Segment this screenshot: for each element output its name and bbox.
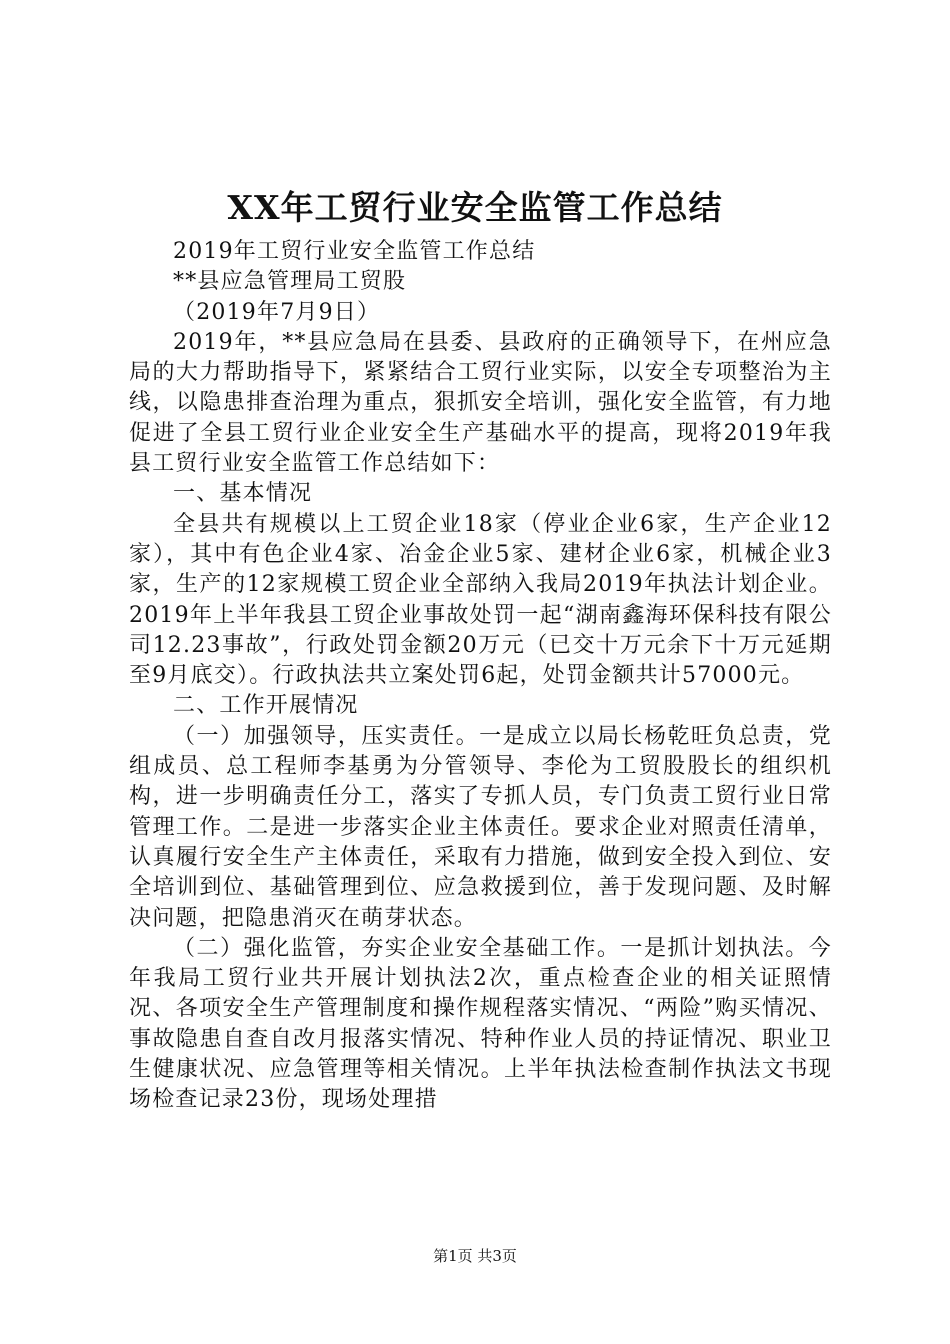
work-progress-paragraph-1: （一）加强领导，压实责任。一是成立以局长杨乾旺负总责，党组成员、总工程师李基勇为分管领导、李伦为工贸股股长的组织机构，进一步明确责任分工，落实了专抓人员，专门负责工贸行业日常管理工作。二是进一步落实企业主体责任。要求企业对照责任清单，认真履行安全生产主体责任，采取有力措施，做到安全投入到位、安全培训到位、基础管理到位、应急救援到位，善于发现问题、及时解决问题，把隐患消灭在萌芽状态。 xyxy=(129,723,832,931)
document-date: （2019年7月9日） xyxy=(173,299,381,325)
basic-situation-paragraph: 全县共有规模以上工贸企业18家（停业企业6家，生产企业12家），其中有色企业4家、冶金企业5家、建材企业6家，机械企业3家，生产的12家规模工贸企业全部纳入我局2019年执法计划企业。2019年上半年我县工贸企业事故处罚一起“湖南鑫海环保科技有限公司12.23事故”，行政处罚金额20万元（已交十万元余下十万元延期至9月底交）。行政执法共立案处罚6起，处罚金额共计57000元。 xyxy=(129,511,832,689)
section-heading-basic-situation: 一、基本情况 xyxy=(173,481,313,507)
issuing-department: **县应急管理局工贸股 xyxy=(173,269,407,295)
document-title: XX年工贸行业安全监管工作总结 xyxy=(227,188,723,227)
intro-paragraph: 2019年，**县应急局在县委、县政府的正确领导下，在州应急局的大力帮助指导下，紧紧结合工贸行业实际，以安全专项整治为主线，以隐患排查治理为重点，狠抓安全培训，强化安全监管，有力地促进了全县工贸行业企业安全生产基础水平的提高，现将2019年我县工贸行业安全监管工作总结如下： xyxy=(129,329,832,477)
work-progress-paragraph-2: （二）强化监管，夯实企业安全基础工作。一是抓计划执法。今年我局工贸行业共开展计划执法2次，重点检查企业的相关证照情况、各项安全生产管理制度和操作规程落实情况、“两险”购买情况、事故隐患自查自改月报落实情况、特种作业人员的持证情况、职业卫生健康状况、应急管理等相关情况。上半年执法检查制作执法文书现场检查记录23份，现场处理措 xyxy=(129,935,832,1113)
page-number-footer: 第1页 共3页 xyxy=(433,1247,517,1265)
subtitle: 2019年工贸行业安全监管工作总结 xyxy=(173,239,536,264)
section-heading-work-progress: 二、工作开展情况 xyxy=(173,693,359,719)
document-body xyxy=(129,237,832,1116)
